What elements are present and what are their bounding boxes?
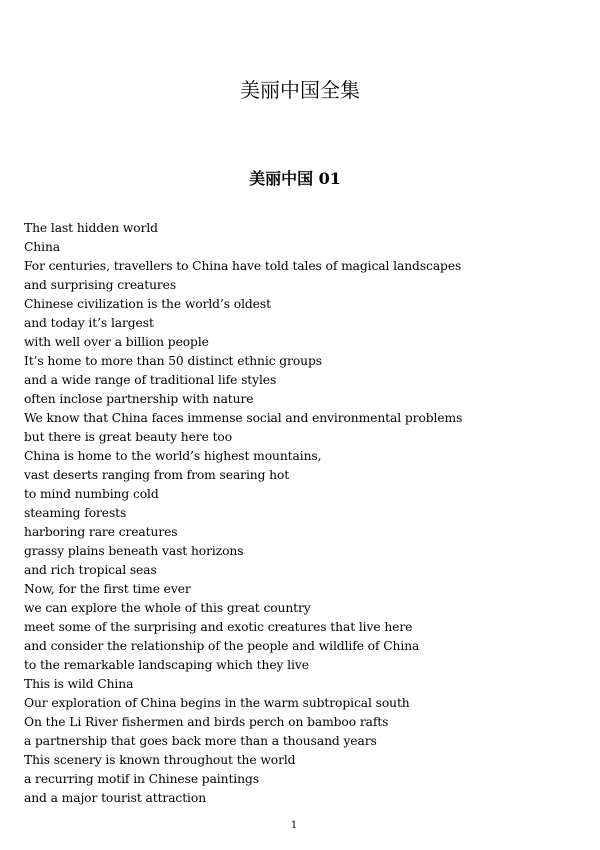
text-line: and a major tourist attraction: [24, 791, 207, 805]
text-line: to mind numbing cold: [24, 487, 159, 501]
text-line: often inclose partnership with nature: [24, 392, 254, 406]
text-line: For centuries, travellers to China have told tales of magical landscapes: [24, 259, 462, 273]
text-line: It’s home to more than 50 distinct ethnic groups: [24, 354, 322, 368]
text-line: China: [24, 240, 61, 254]
text-line: This scenery is known throughout the world: [24, 753, 296, 767]
text-line: and today it’s largest: [24, 316, 154, 330]
text-line: and rich tropical seas: [24, 563, 157, 577]
text-line: The last hidden world: [24, 221, 158, 235]
text-line: meet some of the surprising and exotic creatures that live here: [24, 620, 413, 634]
text-line: steaming forests: [24, 506, 127, 520]
text-line: Our exploration of China begins in the warm subtropical south: [24, 696, 410, 710]
text-line: harboring rare creatures: [24, 525, 178, 539]
text-line: to the remarkable landscaping which they live: [24, 658, 309, 672]
document-title: 美丽中国全集: [240, 78, 360, 102]
text-line: vast deserts ranging from from searing hot: [24, 468, 290, 482]
text-line: and consider the relationship of the people and wildlife of China: [24, 639, 420, 653]
text-line: We know that China faces immense social and environmental problems: [24, 411, 463, 425]
text-line: and surprising creatures: [24, 278, 177, 292]
body-text: [24, 219, 584, 808]
text-line: On the Li River fishermen and birds perch on bamboo rafts: [24, 715, 389, 729]
text-line: with well over a billion people: [24, 335, 209, 349]
text-line: but there is great beauty here too: [24, 430, 233, 444]
text-line: Now, for the first time ever: [24, 582, 191, 596]
page-number: 1: [290, 820, 298, 831]
text-line: China is home to the world’s highest mountains,: [24, 449, 322, 463]
text-line: a partnership that goes back more than a thousand years: [24, 734, 377, 748]
text-line: This is wild China: [24, 677, 134, 691]
text-line: and a wide range of traditional life styles: [24, 373, 277, 387]
section-heading: 美丽中国 01: [249, 169, 341, 188]
text-line: Chinese civilization is the world’s oldest: [24, 297, 271, 311]
text-line: a recurring motif in Chinese paintings: [24, 772, 259, 786]
text-line: we can explore the whole of this great country: [24, 601, 311, 615]
text-line: grassy plains beneath vast horizons: [24, 544, 244, 558]
